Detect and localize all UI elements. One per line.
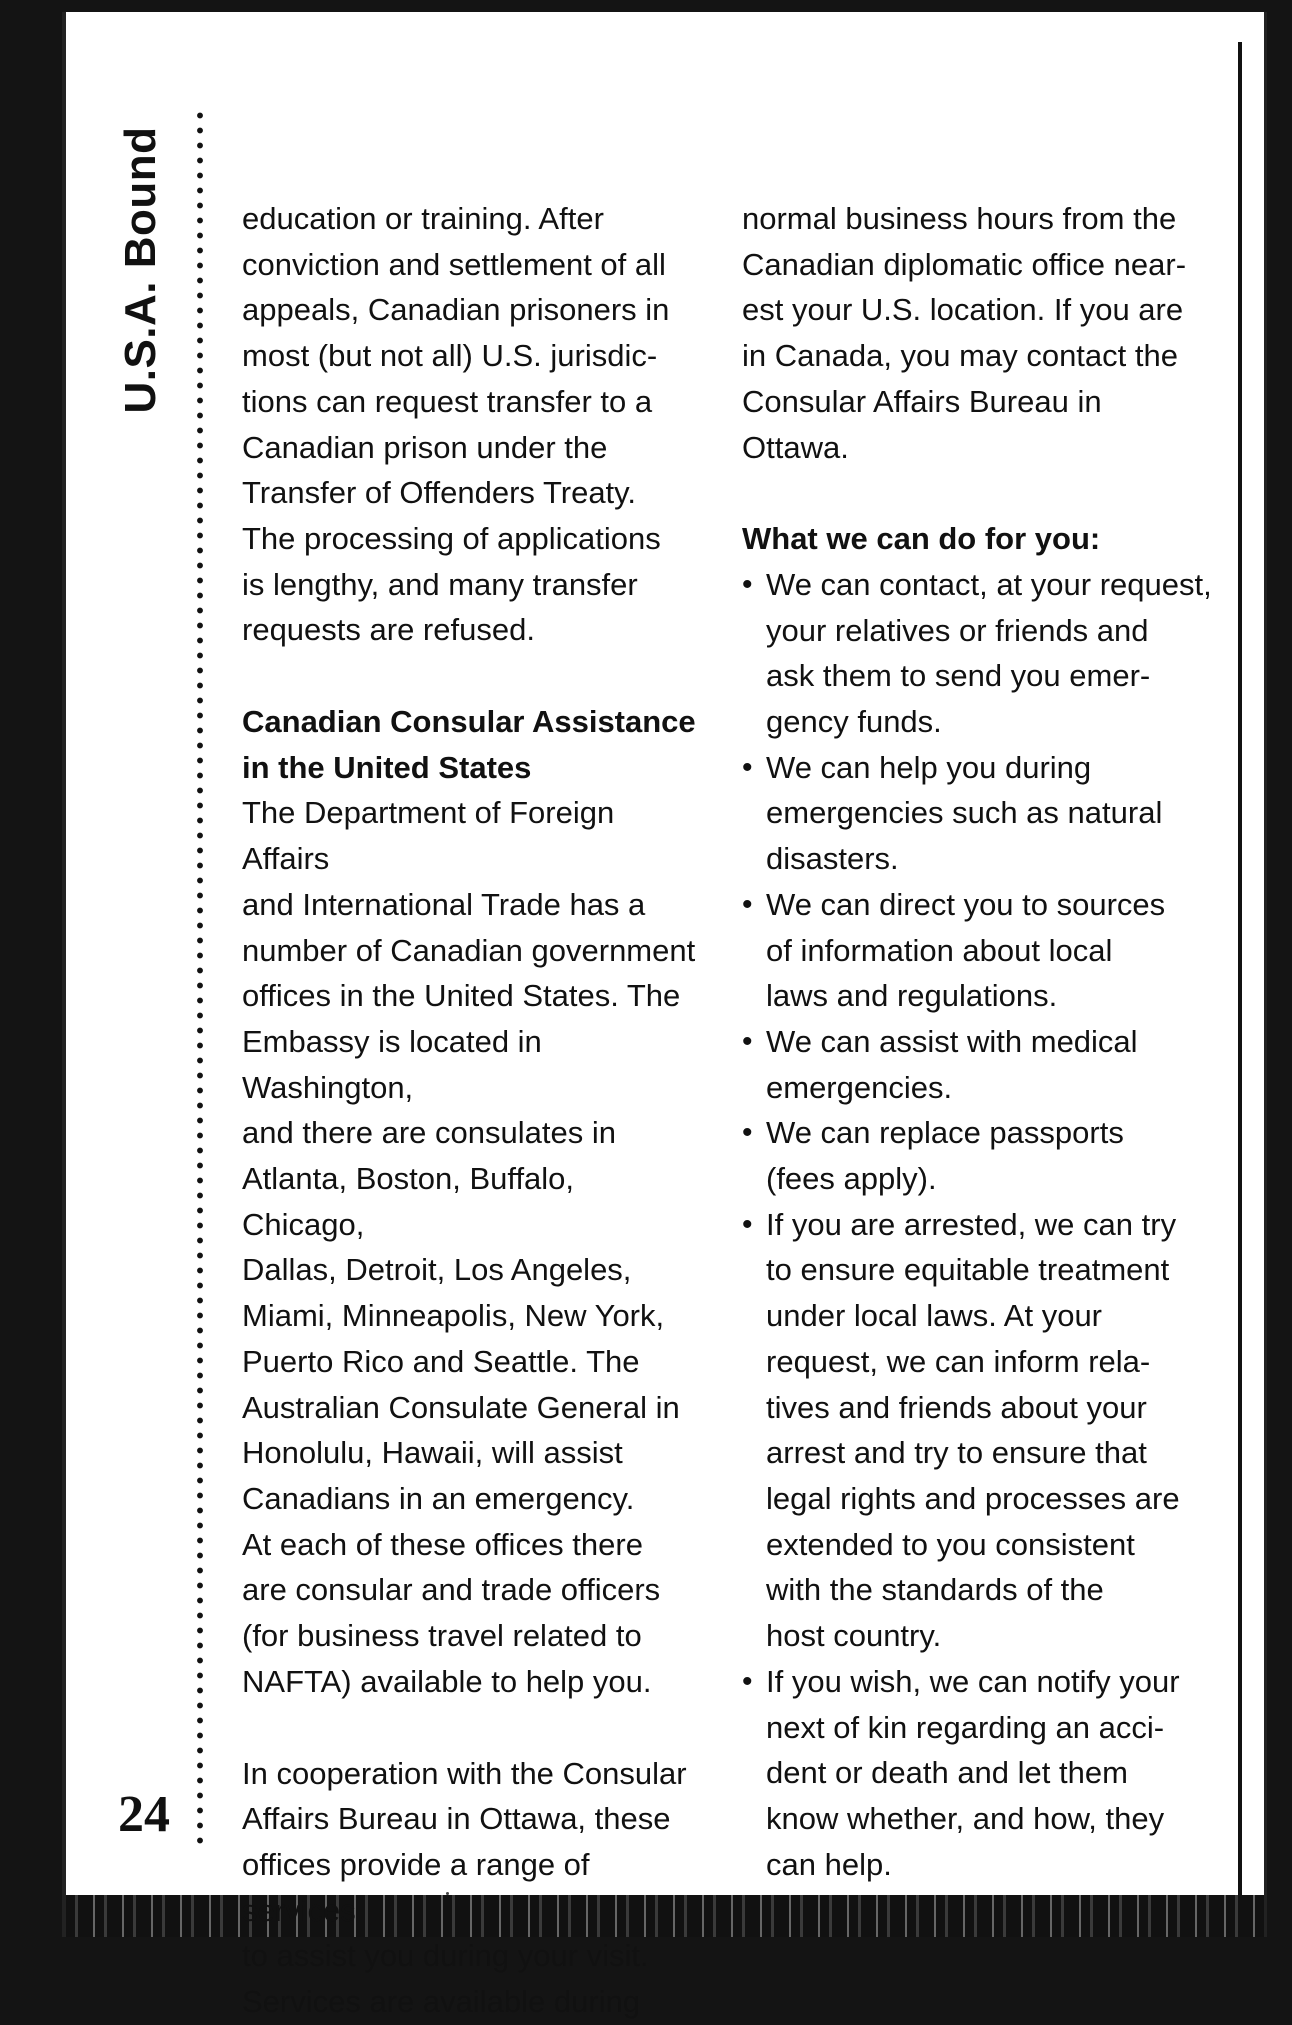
dotted-rule	[196, 108, 204, 1848]
section-paragraph: The Department of Foreign Affairs and International Trade has a number of Canadian government offices in the United States. The Embassy is located in Washington, and there are consulates in Atlanta, Boston, Buffalo, Chicago, Dallas, Detroit, Los Angeles, Miami, Minneapolis, New York, Puerto Rico and Seattle. The Australian Consulate General in Honolulu, Hawaii, will assist Canadians in an emergency. At each of these offices there are consular and trade officers (for business travel related to NAFTA) available to help you.	[242, 795, 696, 1699]
cooperation-paragraph: In cooperation with the Consular Affairs Bureau in Ottawa, these offices provide a range of services to assist you during your visit. Services are available during	[242, 1755, 687, 2020]
section-heading: Canadian Consular Assistance in the United States	[242, 704, 696, 785]
list-item: • We can assist with medical emergencies.	[742, 1019, 1212, 1110]
list-item: • We can contact, at your request, your relatives or friends and ask them to send you emer- gency funds.	[742, 562, 1212, 745]
list-item: • If you wish, we can notify your next of kin regarding an acci- dent or death and let them know whether, and how, they can help.	[742, 1659, 1212, 1888]
what-we-can-do-heading: What we can do for you:	[742, 521, 1101, 557]
list-item: • If you are arrested, we can try to ensure equitable treatment under local laws. At your request, we can inform rela- tives and friends about your arrest and try to ensure that legal rights and processes are extended to you consistent with the standards of the host country.	[742, 1202, 1212, 1659]
running-head: U.S.A. Bound	[116, 126, 165, 414]
right-column	[742, 196, 1212, 1887]
page-number: 24	[118, 1786, 170, 1843]
paragraph-gap	[242, 1705, 702, 1751]
intro-paragraph: education or training. After conviction and settlement of all appeals, Canadian prisoners in most (but not all) U.S. jurisdic- tions can request transfer to a Canadian prison under the Transfer of Offenders Treaty. The processing of applications is lengthy, and many transfer requests are refused.	[242, 201, 670, 648]
continuation-paragraph: normal business hours from the Canadian diplomatic office near- est your U.S. location. If you are in Canada, you may contact the Consular Affairs Bureau in Ottawa.	[742, 201, 1187, 465]
paragraph-gap	[742, 470, 1212, 516]
services-list	[742, 562, 1212, 1887]
left-column	[242, 196, 702, 2025]
list-item: • We can direct you to sources of information about local laws and regulations.	[742, 882, 1212, 1019]
list-item: • We can replace passports (fees apply).	[742, 1110, 1212, 1201]
page-edge-rule	[1238, 42, 1242, 1907]
list-item: • We can help you during emergencies such as natural disasters.	[742, 745, 1212, 882]
paragraph-gap	[242, 653, 702, 699]
